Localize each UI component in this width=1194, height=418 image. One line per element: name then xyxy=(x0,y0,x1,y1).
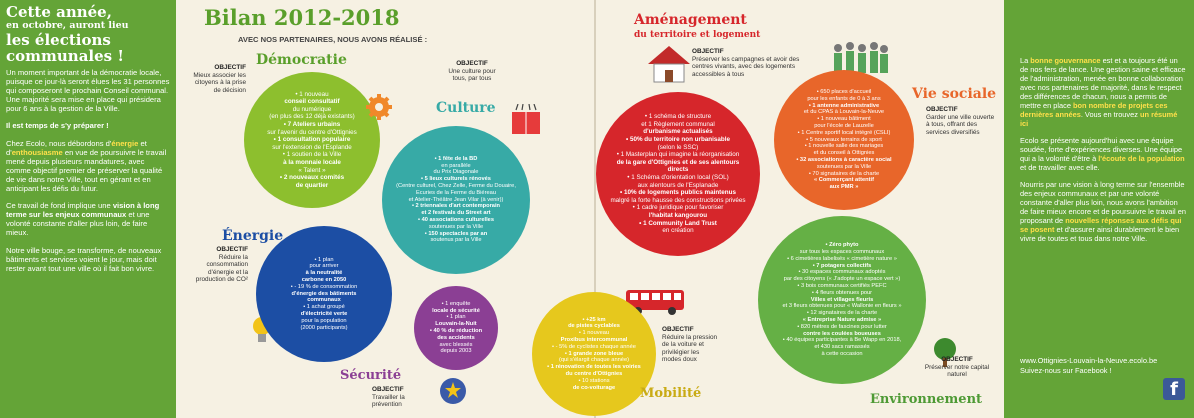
left-intro: Un moment important de la démocratie locale, puisque ce jour-là seront élues les 31 personnes qui composeront le prochain Conseil communal. Une majorité sera mise en place qui présidera pour 6 ans à la gestion de la Ville. xyxy=(6,68,170,114)
section-subtitle-amenagement: du territoire et logement xyxy=(634,30,761,40)
section-title-culture: Culture xyxy=(436,100,496,116)
facebook-icon[interactable]: f xyxy=(1163,378,1185,400)
follow-text: Suivez-nous sur Facebook ! xyxy=(1020,366,1112,375)
book-hands-icon xyxy=(506,104,546,138)
circle-culture: • 1 fête de la BD en parallèle du Prix Diagonale • 5 lieux culturels rénovés (Centre culturel, Chez Zelle, Ferme du Douaire, Ecuries de la Ferme du Biéreau et Atelier-Théâtre Jean Vilar (à venir)) • 2 triennales d'art contemporain et 2 festivals du Street art • 40 associations culturelles soutenues par la Ville • 150 spectacles par an soutenus par la Ville xyxy=(382,126,530,274)
circle-energie: • 1 plan pour arriver à la neutralité carbone en 2050 • - 19 % de consommation d'énergie des bâtiments communaux • 1 achat groupé d'électricité verte pour la population (2000 participants) xyxy=(256,226,392,362)
section-title-democratie: Démocratie xyxy=(256,52,347,68)
left-panel xyxy=(0,0,176,418)
section-title-amenagement: Aménagement xyxy=(634,12,747,28)
circle-mobilite: • +25 km de pistes cyclables • 1 nouveau Proxibus intercommunal • - 5% de cyclistes chaque année • 1 grande zone bleue (qui s'élargit chaque année) • 1 rénovation de toutes les voiries du centre d'Ottignies • 10 stations de co-voiturage xyxy=(532,292,656,416)
gear-icon xyxy=(366,94,392,120)
circle-democratie: • 1 nouveau conseil consultatif du numérique (en plus des 12 déjà existants) • 7 Ateliers urbains sur l'avenir du centre d'Ottignies • 1 consultation populaire sur l'extension de l'Esplande • 1 soutien de la Ville à la monnaie locale « Talent » • 2 nouveaux comités de quartier xyxy=(244,72,380,208)
circle-amenagement: • 1 schéma de structure et 1 Règlement communal d'urbanisme actualisés • 50% du territoire non urbanisable (selon le SSC) • 1 Masterplan qui imagine la réorganisation de la gare d'Ottignies et de ses alentours directs • 1 Schéma d'orientation local (SOL) aux alentours de l'Esplanade • 10% de logements publics maintenus malgré la forte hausse des constructions privées • 1 cadre juridique pour favoriser l'habitat kangourou • 1 Community Land Trust en création xyxy=(596,92,760,256)
left-title-4: communales ! xyxy=(6,47,124,65)
house-icon xyxy=(646,44,692,84)
left-title-1: Cette année, xyxy=(6,3,112,21)
right-para-vision: Nourris par une vision à long terme sur l'ensemble des enjeux communaux et par une volonté constante d'aller plus loin, nous avons l'ambition de faire mieux encore et de poursuivre le travail en proposant de nouvelles réponses aux défis qui se posent et d'assurer ainsi durablement le bien vivre de toutes et tous dans notre Ville. xyxy=(1020,180,1186,243)
circle-environnement: • Zéro phyto sur tous les espaces communaux • 6 cimetières labelisés « cimetière nature » • 7 potagers collectifs • 30 espaces communaux adoptés par des citoyens (« J'adopte un espace vert ») • 3 bois communaux certifiés PEFC • 4 fleurs obtenues pour Villes et villages fleuris et 3 fleurs obtenues pour « Wallonie en fleurs » • 12 signataires de la charte « Entreprise Nature admise » • 820 mètres de fascines pour lutter contre les coulées boueuses • 40 équipes participantes à Be Wapp en 2018, et 430 sacs ramassés à cette occasion xyxy=(758,216,926,384)
objectif-democratie: OBJECTIF Mieux associer les citoyens à la prise de décision xyxy=(193,64,246,94)
circle-securite: • 1 enquête locale de sécurité • 1 plan Louvain-la-Nuit • 40 % de réduction des accidents avec blessés depuis 2003 xyxy=(414,286,498,370)
objectif-energie: OBJECTIF Réduire la consommation d'énergie et la production de CO² xyxy=(195,246,248,284)
left-para-city: Notre ville bouge, se transforme, de nouveaux bâtiments et services voient le jour, mais doit rester avant tout une ville où il fait bon vivre. xyxy=(6,245,162,273)
objectif-mobilite: OBJECTIF Réduire la pression de la voiture et privilégier les modes doux xyxy=(662,326,718,364)
left-para-energy: Chez Ecolo, nous débordons d'énergie et d'enthousiasme en vue de poursuivre le travail mené depuis plusieurs mandatures, avec comme objectif premier de préserver la qualité de vie dans notre Ville, tout en gérant et en anticipant les défis du futur. xyxy=(6,138,167,194)
main-subtitle: AVEC NOS PARTENAIRES, NOUS AVONS RÉALISÉ : xyxy=(238,35,428,44)
section-title-securite: Sécurité xyxy=(340,368,402,383)
objectif-culture: OBJECTIF Une culture pour tous, par tous xyxy=(448,60,496,83)
right-para-equipe: Ecolo se présente aujourd'hui avec une équipe soudée, forte d'expériences diverses. Une équipe qui a la volonté d'être à l'écoute de la population et de travailler avec elle. xyxy=(1020,136,1185,172)
left-title-3: les élections xyxy=(6,31,111,49)
section-title-environnement: Environnement xyxy=(870,392,983,407)
left-para-vision: Ce travail de fond implique une vision à long terme sur les enjeux communaux et une volonté constante d'aller plus loin, de faire mieux. xyxy=(6,201,160,238)
section-title-vie-sociale: Vie sociale xyxy=(912,86,997,102)
left-call: Il est temps de s'y préparer ! xyxy=(6,121,109,131)
objectif-environnement: OBJECTIF Préserver notre capital naturel xyxy=(924,356,990,379)
section-title-energie: Énergie xyxy=(222,228,284,244)
right-para-gouvernance: La bonne gouvernance est et a toujours été un de nos fers de lance. Une gestion saine et efficace de l'administration, menée en bonne collaboration avec nos partenaires de majorité, dans le respect des différences de chacun, nous a permis de mettre en place bon nombre de projets ces dernières années. Vous en trouvez un résumé ici xyxy=(1020,56,1186,128)
circle-vie-sociale: • 650 places d'accueil pour les enfants de 0 à 3 ans • 1 antenne administrative et du CPAS à Louvain-la-Neuve • 1 nouveau bâtiment pour l'école de Lauzelle • 1 Centre sportif local intégré (CSLI) • 5 nouveaux terrains de sport • 1 nouvelle salle des mariages et du conseil à Ottignies • 32 associations à caractère social soutenues par la Ville • 70 signataires de la charte « Commerçant attentif aux PMR » xyxy=(774,70,914,210)
main-title: Bilan 2012-2018 xyxy=(204,5,400,30)
objectif-vie-sociale: OBJECTIF Garder une ville ouverte à tous, offrant des services diversifiés xyxy=(926,106,995,136)
objectif-amenagement: OBJECTIF Préserver les campagnes et avoir des centres vivants, avec des logements accessibles à tous xyxy=(692,48,800,78)
left-title-2: en octobre, auront lieu xyxy=(6,20,129,31)
police-badge-icon xyxy=(438,376,468,406)
objectif-securite: OBJECTIF Travailler la prévention xyxy=(372,386,405,409)
website-link[interactable]: www.Ottignies-Louvain-la-Neuve.ecolo.be xyxy=(1020,356,1158,365)
section-title-mobilite: Mobilité xyxy=(640,386,702,401)
